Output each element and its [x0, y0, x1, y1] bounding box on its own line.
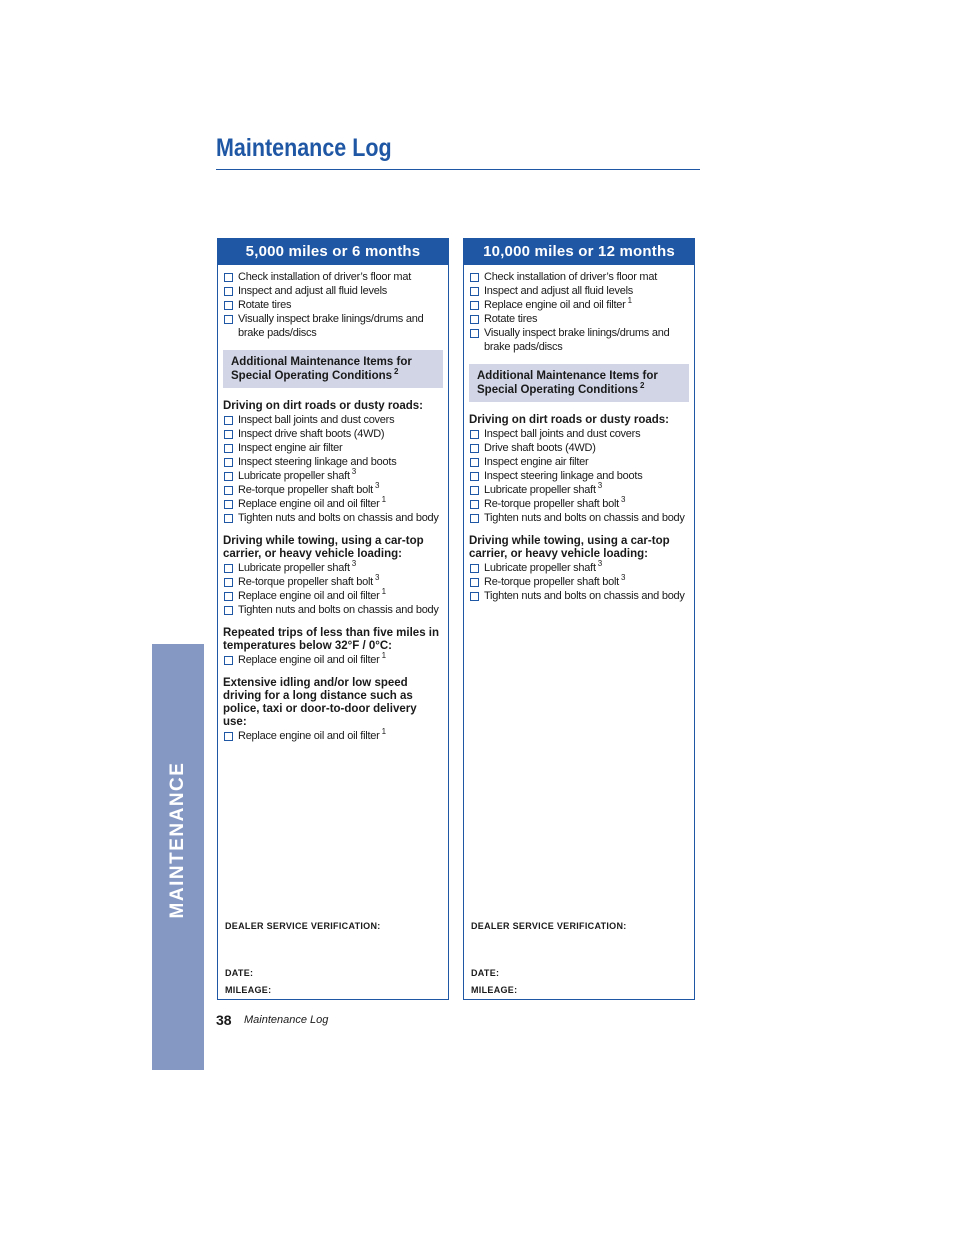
checklist-item [469, 427, 689, 441]
checklist-item-text: Tighten nuts and bolts on chassis and body [238, 512, 439, 524]
condition-heading: Repeated trips of less than five miles in temperatures below 32°F / 0°C: [223, 627, 440, 652]
checkbox-icon[interactable] [470, 472, 479, 481]
footnote-ref: 3 [351, 559, 356, 569]
checklist-item [469, 312, 689, 326]
condition-heading: Extensive idling and/or low speed driving for a long distance such as police, taxi or door-to-door delivery use: [223, 677, 417, 728]
checkbox-icon[interactable] [224, 592, 233, 601]
checklist-item [223, 653, 443, 667]
additional-items-label: Additional Maintenance Items for Special Operating Conditions $^2$ [223, 350, 443, 388]
footnote-ref: 1 [381, 651, 386, 661]
checklist-item-text: Re-torque propeller shaft bolt [484, 576, 619, 588]
checklist-item [223, 298, 443, 312]
checkbox-icon[interactable] [224, 430, 233, 439]
checklist-item-text: Lubricate propeller shaft [484, 484, 596, 496]
checkbox-icon[interactable] [470, 578, 479, 587]
checklist-item-text: Replace engine oil and oil filter [484, 299, 626, 311]
checkbox-icon[interactable] [224, 273, 233, 282]
condition-heading: Driving while towing, using a car-top carrier, or heavy vehicle loading: [469, 535, 670, 560]
checklist-item-text: Tighten nuts and bolts on chassis and body [484, 590, 685, 602]
conditions [469, 414, 689, 603]
checkbox-icon[interactable] [224, 458, 233, 467]
checklist-item-text: Inspect engine air filter [484, 456, 589, 468]
checklist-item-text: Re-torque propeller shaft bolt [484, 498, 619, 510]
card-body [218, 265, 448, 743]
checklist-item [469, 511, 689, 525]
checklist-item-text: Tighten nuts and bolts on chassis and body [238, 604, 439, 616]
checklist-item-text: Re-torque propeller shaft bolt [238, 576, 373, 588]
checkbox-icon[interactable] [470, 301, 479, 310]
checkbox-icon[interactable] [224, 578, 233, 587]
checklist-item [223, 561, 443, 575]
condition-items [223, 413, 443, 525]
condition-items [469, 427, 689, 525]
checklist-item-text: Replace engine oil and oil filter [238, 730, 380, 742]
footnote-ref: 1 [381, 495, 386, 505]
page-number: 38 [216, 1012, 232, 1028]
service-card-10000 [463, 238, 695, 1000]
page-title: Maintenance Log [216, 134, 392, 162]
checklist-item [223, 441, 443, 455]
checklist-item [223, 455, 443, 469]
checklist-item [223, 469, 443, 483]
footer-section: Maintenance Log [244, 1014, 329, 1026]
checklist-item [223, 427, 443, 441]
checklist-item [223, 729, 443, 743]
checklist-item [469, 326, 689, 354]
footnote-ref: 3 [351, 467, 356, 477]
checkbox-icon[interactable] [470, 592, 479, 601]
mileage-label: MILEAGE: [471, 985, 518, 995]
checklist-item [223, 575, 443, 589]
checklist-item-text: Re-torque propeller shaft bolt [238, 484, 373, 496]
title-divider [216, 169, 700, 170]
checklist-item-text: Inspect steering linkage and boots [484, 470, 643, 482]
checkbox-icon[interactable] [224, 606, 233, 615]
footnote-ref: 1 [627, 296, 632, 306]
checklist-item-text: Inspect drive shaft boots (4WD) [238, 428, 385, 440]
footnote-ref: 3 [597, 559, 602, 569]
checklist-item-text: Rotate tires [238, 299, 292, 311]
footnote-ref: 1 [381, 587, 386, 597]
checklist-item [469, 270, 689, 284]
checklist-item [469, 575, 689, 589]
checklist-item [469, 455, 689, 469]
checklist-item-text: Lubricate propeller shaft [484, 562, 596, 574]
condition-items [223, 729, 443, 743]
checkbox-icon[interactable] [470, 315, 479, 324]
checkbox-icon[interactable] [224, 500, 233, 509]
mileage-label: MILEAGE: [225, 985, 272, 995]
checkbox-icon[interactable] [470, 430, 479, 439]
checklist-item-text: Rotate tires [484, 313, 538, 325]
additional-items-label: Additional Maintenance Items for Special Operating Conditions $^2$ [469, 364, 689, 402]
card-body [464, 265, 694, 603]
checklist-item-text: Inspect and adjust all fluid levels [484, 285, 634, 297]
checkbox-icon[interactable] [224, 656, 233, 665]
footnote-ref: 3 [374, 481, 380, 491]
checkbox-icon[interactable] [224, 287, 233, 296]
checklist-item-text: Inspect steering linkage and boots [238, 456, 397, 468]
regular-items [223, 270, 443, 340]
checkbox-icon[interactable] [470, 458, 479, 467]
checklist-item [223, 284, 443, 298]
checklist-item [469, 298, 689, 312]
date-label: DATE: [471, 968, 500, 978]
checklist-item [223, 497, 443, 511]
checkbox-icon[interactable] [224, 732, 233, 741]
condition-items [223, 561, 443, 617]
checklist-item [469, 589, 689, 603]
checklist-item-text: Check installation of driver’s floor mat [484, 271, 658, 283]
checklist-item-text: Inspect engine air filter [238, 442, 343, 454]
checklist-item [469, 284, 689, 298]
checkbox-icon[interactable] [224, 564, 233, 573]
checklist-item-text: Visually inspect brake linings/drums and brake pads/discs [238, 313, 424, 339]
date-label: DATE: [225, 968, 254, 978]
checklist-item [469, 441, 689, 455]
checklist-item-text: Inspect ball joints and dust covers [484, 428, 641, 440]
footnote-ref: 3 [374, 573, 380, 583]
footnote-ref: 3 [620, 495, 626, 505]
checklist-item [223, 589, 443, 603]
checklist-item-text: Lubricate propeller shaft [238, 470, 350, 482]
service-card-5000 [217, 238, 449, 1000]
card-header: 5,000 miles or 6 months [218, 239, 448, 265]
checklist-item [469, 483, 689, 497]
dealer-verification-label: DEALER SERVICE VERIFICATION: [225, 921, 381, 931]
side-tab-label: MAINTENANCE [167, 761, 188, 919]
checkbox-icon[interactable] [224, 514, 233, 523]
dealer-verification-label: DEALER SERVICE VERIFICATION: [471, 921, 627, 931]
footnote-ref: 3 [620, 573, 626, 583]
checklist-item [469, 469, 689, 483]
condition-heading: Driving on dirt roads or dusty roads: [469, 414, 669, 426]
checkbox-icon[interactable] [470, 329, 479, 338]
checklist-item [469, 561, 689, 575]
checkbox-icon[interactable] [470, 564, 479, 573]
checkbox-icon[interactable] [470, 500, 479, 509]
checklist-item [223, 483, 443, 497]
checkbox-icon[interactable] [224, 315, 233, 324]
checklist-item [223, 413, 443, 427]
checklist-item [223, 270, 443, 284]
checkbox-icon[interactable] [224, 416, 233, 425]
checkbox-icon[interactable] [470, 273, 479, 282]
checkbox-icon[interactable] [470, 287, 479, 296]
checklist-item-text: Lubricate propeller shaft [238, 562, 350, 574]
checklist-item-text: Inspect ball joints and dust covers [238, 414, 395, 426]
conditions [223, 400, 443, 743]
checklist-item-text: Tighten nuts and bolts on chassis and body [484, 512, 685, 524]
checklist-item-text: Inspect and adjust all fluid levels [238, 285, 388, 297]
footnote-ref: 3 [597, 481, 602, 491]
checkbox-icon[interactable] [224, 444, 233, 453]
checklist-item-text: Replace engine oil and oil filter [238, 590, 380, 602]
checklist-item [223, 511, 443, 525]
footnote-ref: 1 [381, 727, 386, 737]
condition-heading: Driving on dirt roads or dusty roads: [223, 400, 423, 412]
checkbox-icon[interactable] [470, 514, 479, 523]
condition-heading: Driving while towing, using a car-top carrier, or heavy vehicle loading: [223, 535, 424, 560]
regular-items [469, 270, 689, 354]
checklist-item [223, 312, 443, 340]
condition-items [223, 653, 443, 667]
checklist-item [469, 497, 689, 511]
checkbox-icon[interactable] [224, 301, 233, 310]
card-header: 10,000 miles or 12 months [464, 239, 694, 265]
checklist-item-text: Visually inspect brake linings/drums and brake pads/discs [484, 327, 670, 353]
checkbox-icon[interactable] [224, 472, 233, 481]
checkbox-icon[interactable] [224, 486, 233, 495]
checkbox-icon[interactable] [470, 444, 479, 453]
checklist-item-text: Drive shaft boots (4WD) [484, 442, 596, 454]
checklist-item-text: Replace engine oil and oil filter [238, 654, 380, 666]
checklist-item [223, 603, 443, 617]
checklist-item-text: Check installation of driver’s floor mat [238, 271, 412, 283]
checkbox-icon[interactable] [470, 486, 479, 495]
checklist-item-text: Replace engine oil and oil filter [238, 498, 380, 510]
condition-items [469, 561, 689, 603]
